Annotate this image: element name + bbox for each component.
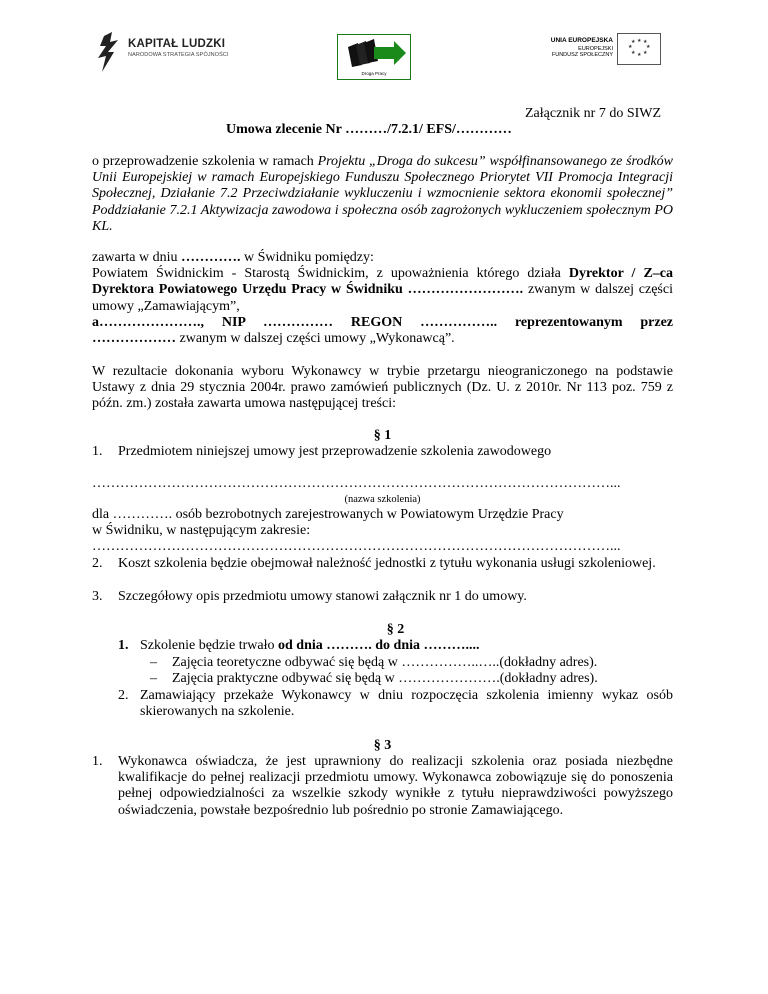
s3-item1-text: Wykonawca oświadcza, że jest uprawniony do realizacji szkolenia oraz posiada niezbędne kwalifikacje do pełnej realizacji przedmiotu umowy. Wykonawca zobowiązuje się do ponoszenia pełnej odpowiedzialności za wszelkie szkody wynikłe z tytułu nieprawdziwości powyższego oświadczenia, powstałe bezpośrednio lub pośrednio po stronie Zamawiającego. (118, 754, 673, 818)
party2-regon: REGON …………….. (333, 314, 498, 330)
party1-text: Powiatem Świdnickim - Starostą Świdnickim, z upoważnienia którego działa (92, 266, 569, 282)
svg-text:★: ★ (628, 44, 633, 50)
parties-paragraph (92, 250, 673, 347)
result-paragraph: W rezultacie dokonania wyboru Wykonawcy w trybie przetargu nieograniczonego na podstawie Ustawy z dnia 29 stycznia 2004r. prawo zamówień publicznych (Dz. U. z 2010r. Nr 113 poz. 759 z późn. zm.) została zawarta umowa następującej treści: (92, 364, 673, 412)
svg-text:★: ★ (631, 50, 636, 56)
eu-line2: EUROPEJSKI (578, 46, 613, 52)
party1-alias: zwanym w dalszej części umowy „Zamawiającym”, (92, 282, 673, 314)
s2-item1-dates: od dnia ………. do dnia ……….... (278, 638, 480, 653)
s2-item2-number: 2. (118, 688, 129, 703)
s2-practice-classes: Zajęcia praktyczne odbywać się będą w ………………….(dokładny adres). (172, 671, 598, 686)
kapital-ludzki-emblem-icon (96, 32, 126, 76)
s2-theory-classes: Zajęcia teoretyczne odbywać się będą w ……………..…..(dokładny adres). (172, 655, 598, 670)
s2-item1 (140, 638, 480, 654)
training-name-dotline: …………………………………………………………………………………………………... (92, 476, 621, 491)
annex-label: Załącznik nr 7 do SIWZ (525, 106, 662, 121)
eu-flag-icon (617, 33, 661, 65)
parties-place: w Świdniku pomiędzy: (240, 250, 374, 265)
party2-name: a…………………., (92, 314, 204, 330)
s1-dla-line2: w Świdniku, w następującym zakresie: (92, 523, 311, 538)
s1-item2-number: 2. (92, 556, 103, 571)
s1-item1-text: Przedmiotem niniejszej umowy jest przeprowadzenie szkolenia zawodowego (118, 444, 552, 459)
intro-text: o przeprowadzenie szkolenia w ramach (92, 154, 318, 169)
svg-text:★: ★ (631, 39, 636, 45)
project-logo-icon (338, 37, 410, 71)
party2-nip: NIP …………… (204, 314, 334, 330)
contract-title: Umowa zlecenie Nr ………/7.2.1/ EFS/………… (226, 122, 512, 137)
s1-item2-text: Koszt szkolenia będzie obejmował należność jednostki z tytułu wykonania usługi szkoleniowej. (118, 556, 656, 571)
kl-subtitle: NARODOWA STRATEGIA SPÓJNOŚCI (128, 52, 229, 58)
s2-item1-text: Szkolenie będzie trwało (140, 638, 279, 653)
section-2-heading: § 2 (386, 622, 405, 637)
project-logo (337, 34, 411, 80)
s3-item1-number: 1. (92, 754, 103, 769)
parties-date: …………. (181, 250, 241, 265)
s1-item1-number: 1. (92, 444, 103, 459)
eu-line1: UNIA EUROPEJSKA (550, 37, 613, 44)
s2-dash2: – (150, 671, 157, 686)
party1-director: Dyrektor / Z–ca Dyrektora Powiatowego Urzędu Pracy w Świdniku ……………………. (92, 266, 673, 298)
party2-alias: zwanym w dalszej części umowy „Wykonawcą”. (176, 331, 455, 347)
svg-text:★: ★ (643, 39, 648, 45)
eu-logo (543, 33, 663, 73)
section-3-heading: § 3 (373, 738, 392, 753)
s2-item1-number: 1. (118, 638, 129, 653)
kl-title: KAPITAŁ LUDZKI (128, 38, 226, 50)
scope-dotline: …………………………………………………………………………………………………... (92, 539, 621, 554)
svg-text:★: ★ (643, 50, 648, 56)
svg-text:★: ★ (637, 38, 642, 44)
eu-line3: FUNDUSZ SPOŁECZNY (551, 52, 613, 58)
s1-item3-text: Szczegółowy opis przedmiotu umowy stanowi załącznik nr 1 do umowy. (118, 589, 527, 604)
project-logo-caption: Droga Pracy (361, 71, 387, 76)
parties-date-prefix: zawarta w dniu (92, 250, 182, 265)
svg-text:★: ★ (646, 44, 651, 50)
intro-project-text: Projektu „Droga do sukcesu” współfinansowanego ze środków Unii Europejskiej w ramach Europejskiego Funduszu Społecznego Priorytet VII Promocja Integracji Społecznej, Działanie 7.2 Przeciwdziałanie wykluczeniu i wzmocnienie sektora ekonomii społecznej” Poddziałanie 7.2.1 Aktywizacja zawodowa i społeczna osób zagrożonych wykluczeniem społecznym PO KL. (92, 154, 674, 234)
kapital-ludzki-logo (96, 30, 246, 80)
party2-representative: reprezentowanym przez ……………… (92, 314, 674, 347)
s2-item2-text: Zamawiający przekaże Wykonawcy w dniu rozpoczęcia szkolenia imienny wykaz osób skierowanych na szkolenie. (140, 688, 673, 720)
s2-dash1: – (150, 655, 157, 670)
s1-item3-number: 3. (92, 589, 103, 604)
intro-paragraph (92, 154, 673, 235)
svg-text:★: ★ (637, 52, 642, 58)
training-name-caption: (nazwa szkolenia) (344, 494, 421, 505)
section-1-heading: § 1 (373, 428, 392, 443)
s1-dla-line: dla …………. osób bezrobotnych zarejestrowanych w Powiatowym Urzędzie Pracy (92, 507, 564, 522)
